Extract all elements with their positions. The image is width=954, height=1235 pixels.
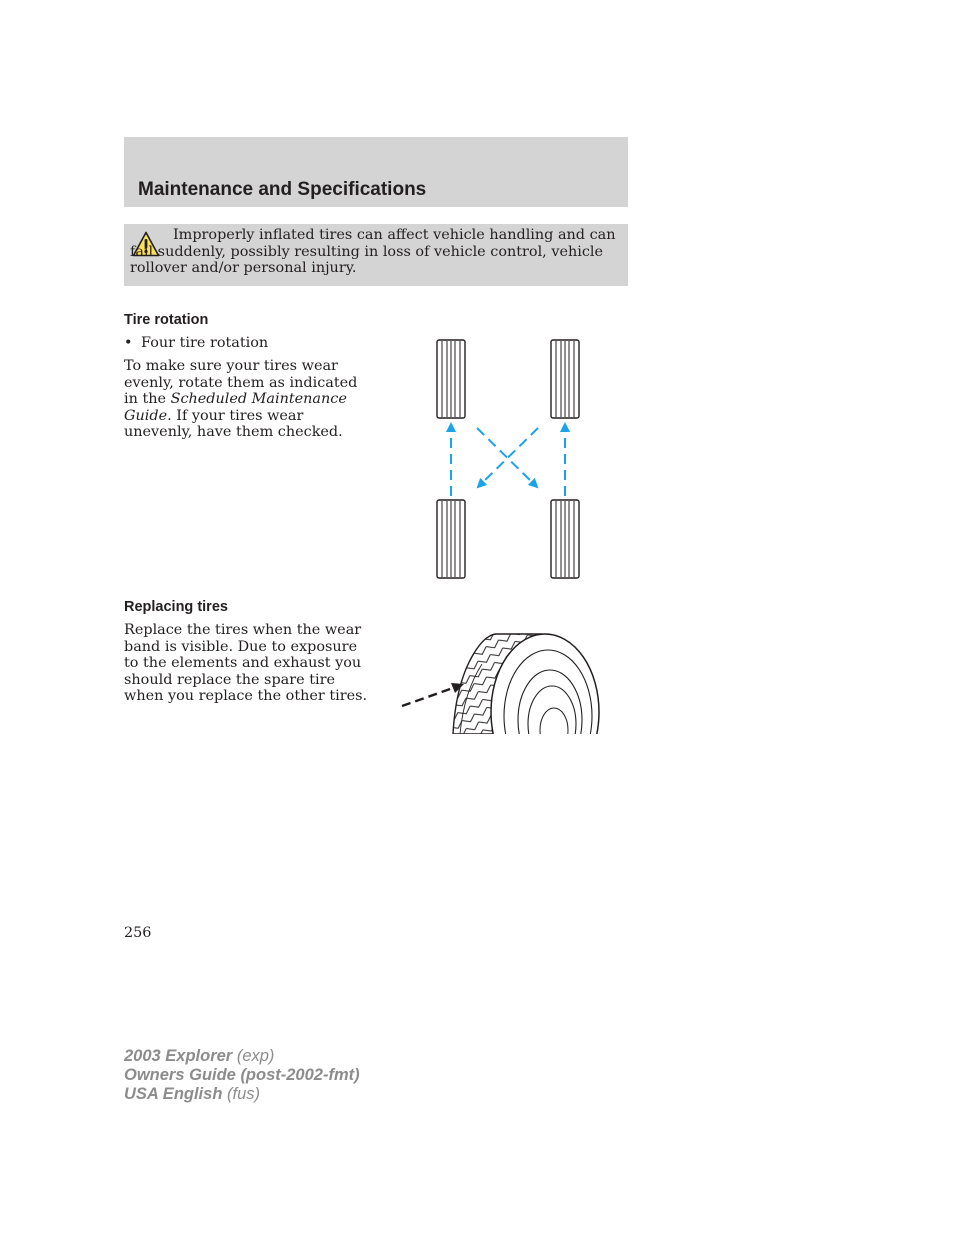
footer-model-code: (exp) <box>232 1047 275 1065</box>
footer-line-2 <box>124 1066 360 1085</box>
bullet-label: Four tire rotation <box>141 335 269 351</box>
maintenance-guide-reference: Scheduled Maintenance Guide <box>124 391 347 424</box>
para-text-end: . If your tires wear unevenly, have them checked. <box>124 407 343 441</box>
document-footer <box>124 1047 360 1104</box>
tire-wear-band-illustration <box>398 630 603 736</box>
warning-box <box>124 224 628 286</box>
footer-model: 2003 Explorer <box>124 1047 233 1065</box>
replacing-tires-heading: Replacing tires <box>124 599 228 615</box>
para-text-start: To make sure your tires wear evenly, rotate them as indicated in the <box>124 358 358 408</box>
section-title: Maintenance and Specifications <box>138 179 427 200</box>
warning-text: Improperly inflated tires can affect vehicle handling and can fail suddenly, possibly resulting in loss of vehicle control, vehicle rollover and/or personal injury. <box>130 227 616 277</box>
footer-language-code: (fus) <box>222 1085 260 1103</box>
tire-front-left <box>437 340 465 418</box>
replacing-tires-paragraph: Replace the tires when the wear band is visible. Due to exposure to the elements and exhaust you should replace the spare tire when you replace the other tires. <box>124 622 368 705</box>
tire-front-right <box>551 340 579 418</box>
section-header-band <box>124 137 628 207</box>
footer-line-3 <box>124 1085 360 1104</box>
wear-band-pointer-arrow <box>402 688 453 706</box>
footer-line-1 <box>124 1047 360 1066</box>
page-number: 256 <box>124 925 152 941</box>
footer-guide: Owners Guide (post-2002-fmt) <box>124 1066 360 1084</box>
bullet-dot: • <box>124 335 133 351</box>
tire-rotation-paragraph <box>124 358 374 441</box>
four-tire-rotation-diagram <box>420 330 600 590</box>
tire-rear-left <box>437 500 465 578</box>
tire-rotation-heading: Tire rotation <box>124 312 209 328</box>
footer-language: USA English <box>124 1085 223 1103</box>
bullet-item <box>124 335 268 352</box>
tire-rear-right <box>551 500 579 578</box>
